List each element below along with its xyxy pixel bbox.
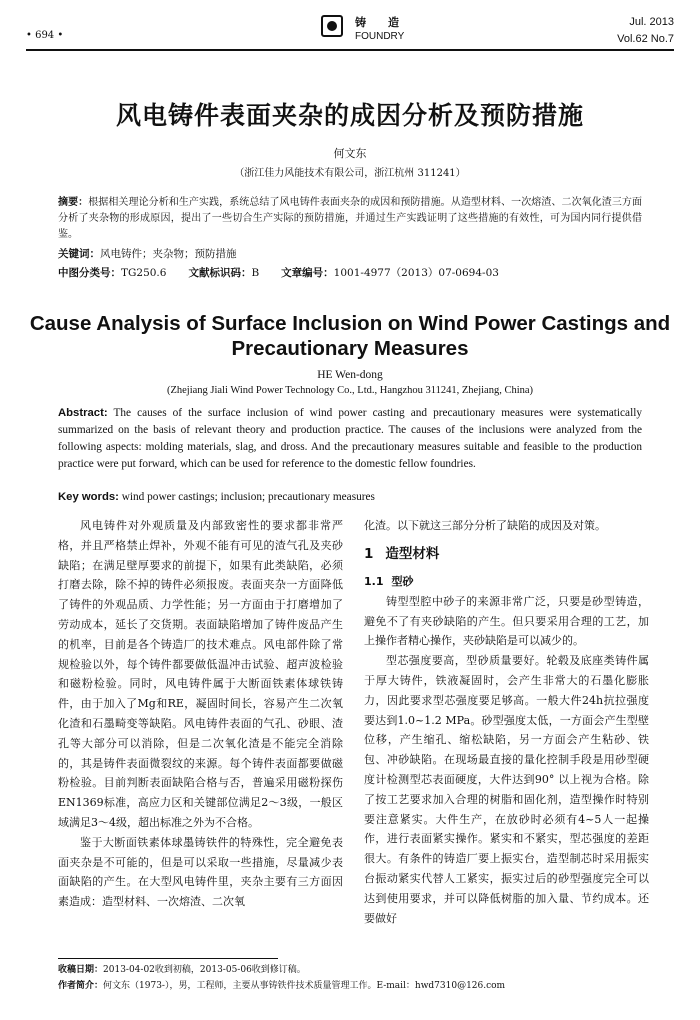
doc-code-value: B	[251, 267, 260, 279]
keywords-cn-text: 风电铸件；夹杂物；预防措施	[100, 248, 237, 260]
section-heading	[364, 543, 649, 565]
body-paragraph: 化渣。以下就这三部分分析了缺陷的成因及对策。	[364, 519, 606, 532]
body-column-left	[58, 516, 343, 912]
keywords-en	[58, 491, 375, 503]
page-number: • 694 •	[26, 30, 64, 41]
doc-code-label: 文献标识码：	[188, 267, 252, 279]
author-bio-label: 作者简介：	[58, 981, 104, 991]
subsection-number: 1.1	[364, 574, 384, 588]
subsection-title: 型砂	[391, 574, 414, 588]
section-title: 造型材料	[385, 545, 440, 562]
clc-label: 中图分类号：	[58, 267, 121, 279]
affiliation-cn: （浙江佳力风能技术有限公司，浙江杭州 311241）	[234, 168, 466, 179]
title-cn: 风电铸件表面夹杂的成因分析及预防措施	[115, 101, 584, 130]
subsection-heading	[364, 572, 649, 592]
abstract-en	[58, 405, 642, 473]
article-number-label: 文章编号：	[281, 267, 334, 279]
author-en: HE Wen-dong	[317, 369, 383, 381]
body-paragraph: 铸型型腔中砂子的来源非常广泛，只要是砂型铸造，避免不了有夹砂缺陷的产生。但只要采用合理的工艺，加上操作者精心操作，夹砂缺陷是可以减少的。	[364, 594, 649, 648]
author-cn: 何文东	[333, 147, 367, 160]
received-label: 收稿日期：	[58, 965, 104, 975]
footnote-rule	[58, 958, 278, 959]
journal-name-cn: 铸造	[355, 16, 421, 29]
issue-date: Jul. 2013	[629, 16, 674, 28]
section-number: 1	[364, 545, 374, 562]
abstract-cn-label: 摘要：	[58, 197, 89, 208]
received-text: 2013-04-02收到初稿，2013-05-06收到修订稿。	[103, 965, 306, 975]
issue-volume: Vol.62 No.7	[617, 33, 674, 45]
keywords-en-label: Key words:	[58, 491, 119, 503]
body-column-right	[364, 516, 649, 928]
affiliation-en: (Zhejiang Jiali Wind Power Technology Co., Ltd., Hangzhou 311241, Zhejiang, China)	[166, 385, 534, 396]
title-en: Cause Analysis of Surface Inclusion on Wind Power Castings and Precautionary Measures	[29, 312, 671, 360]
clc-value: TG250.6	[121, 267, 167, 279]
footnote-author	[58, 978, 660, 991]
running-header	[26, 14, 674, 48]
article-number-value: 1001-4977（2013）07-0694-03	[333, 267, 499, 279]
issue-info	[617, 14, 674, 48]
body-paragraph: 风电铸件对外观质量及内部致密性的要求都非常严格，并且严格禁止焊补，外观不能有可见的渣气孔及夹砂缺陷；在满足壁厚要求的前提下，如果有此类缺陷，必须打磨去除，除不掉的铸件必须报废。表面夹杂一方面降低了铸件的外观品质、力学性能；另一方面由于打磨增加了劳动成本，延长了交货期。表面缺陷增加了铸件废品产生的机率，目前是各个铸造厂的技术难点。风电部件除了常规检验以外，每个铸件都要做低温冲击试验、超声波检验和磁粉检验。同时，风电铸件属于大断面铁素体球铁铸件，由于加入了Mg和RE，凝固时间长，容易产生二次氧化渣和石墨畸变等缺陷。风电铸件表面的气孔、砂眼、渣孔等大部分可以消除，但是二次氧化渣是不能完全消除的，其是铸件表面微裂纹的来源。每个铸件表面都要做磁粉检验。目前判断表面缺陷合格与否，普遍采用磁粉探伤EN1369标准，高应力区和关键部位满足2～3级，一般区域满足3～4级，超出标准之外为不合格。	[58, 519, 343, 829]
footnote-received	[58, 962, 660, 975]
classification-cn	[58, 265, 499, 280]
journal-name-en: FOUNDRY	[355, 31, 405, 42]
keywords-cn-label: 关键词：	[58, 248, 100, 260]
keywords-en-text: wind power castings; inclusion; precautionary measures	[121, 491, 375, 503]
foundry-logo-icon	[321, 15, 343, 37]
keywords-cn	[58, 246, 237, 261]
abstract-en-text: The causes of the surface inclusion of wind power casting and precautionary measures were systematically summarized on the basis of relevant theory and production practice. The causes of the inclusions were analyzed from the following aspects: molding materials, slag, and dross. And the precautionary measures suitable and feasible to the production practice were put forward, which can be used for reference to the domestic fellow foundries.	[58, 407, 642, 470]
abstract-en-label: Abstract:	[58, 407, 108, 419]
journal-masthead	[321, 14, 441, 46]
abstract-cn	[58, 195, 642, 243]
author-bio-text: 何文东（1973-），男，工程师，主要从事铸铁件技术质量管理工作。E-mail：hwd7310@126.com	[103, 981, 506, 991]
abstract-cn-text: 根据相关理论分析和生产实践，系统总结了风电铸件表面夹杂的成因和预防措施。从造型材料、一次熔渣、二次氧化渣三方面分析了夹杂物的形成原因，提出了一些切合生产实际的预防措施，并通过生产实践证明了这些措施的有效性，可为国内同行提供借鉴。	[58, 197, 643, 240]
body-paragraph: 鉴于大断面铁素体球墨铸铁件的特殊性，完全避免表面夹杂是不可能的，但是可以采取一些措施，尽量减少表面缺陷的产生。在大型风电铸件里，夹杂主要有三方面因素造成：造型材料、一次熔渣、二次氧	[58, 835, 343, 909]
body-paragraph: 型芯强度要高，型砂质量要好。轮毂及底座类铸件属于厚大铸件，铁液凝固时，会产生非常大的石墨化膨胀力，因此要求型芯强度要足够高。一般大件24h抗拉强度要达到1.0~1.2 MPa。砂型强度太低，一方面会产生型壁位移，产生缩孔、缩松缺陷，另一方面会产生粘砂、铁包、冲砂缺陷。在现场最直接的量化控制手段是用砂型硬度计检测型芯表面硬度，大件达到90° 以上视为合格。除了按工艺要求加入合理的树脂和固化剂，造型操作时特别要注意紧实。大件生产，在放砂时必须有4~5人一起操作，进行表面紧实操作。紧实和不紧实，型芯强度的差距很大。有条件的铸造厂要上振实台，造型制芯时采用振实台振动紧实代替人工紧实，振实过后的砂型强度完全可以达到使用要求，并可以降低树脂的加入量、节约成本。还要做好	[364, 654, 649, 925]
header-rule	[26, 49, 674, 51]
